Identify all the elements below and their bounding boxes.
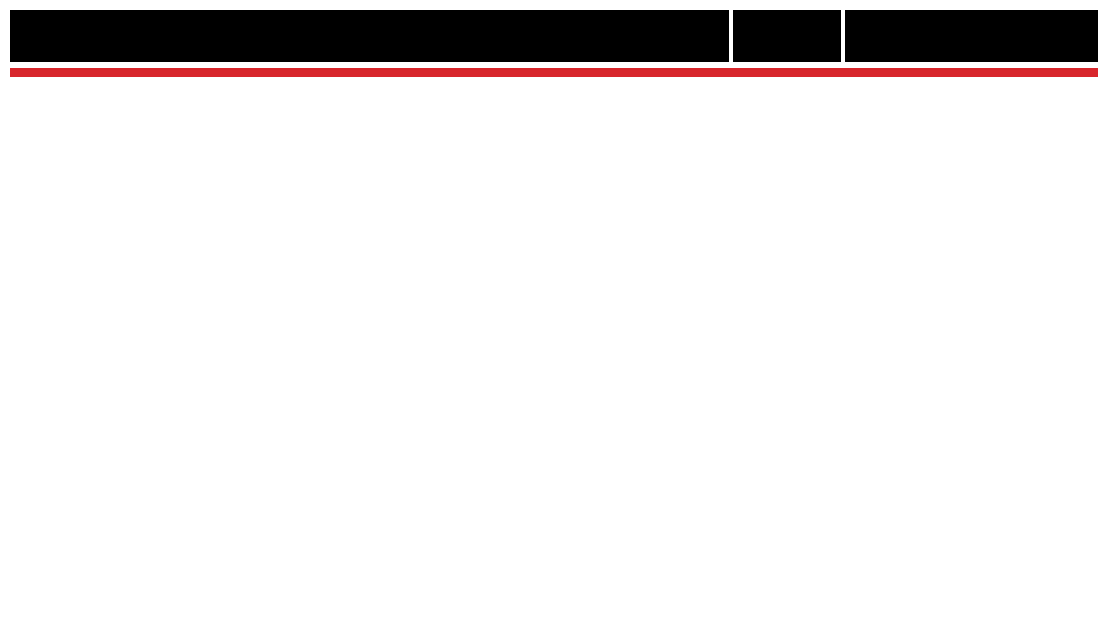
header-value [846,10,1098,62]
table-header [10,10,1098,62]
red-divider [10,74,1098,77]
spec-table [10,10,1098,77]
header-divider [841,10,845,62]
header-divider [729,10,733,62]
header-unit [736,10,836,62]
header-symbol [10,10,727,62]
